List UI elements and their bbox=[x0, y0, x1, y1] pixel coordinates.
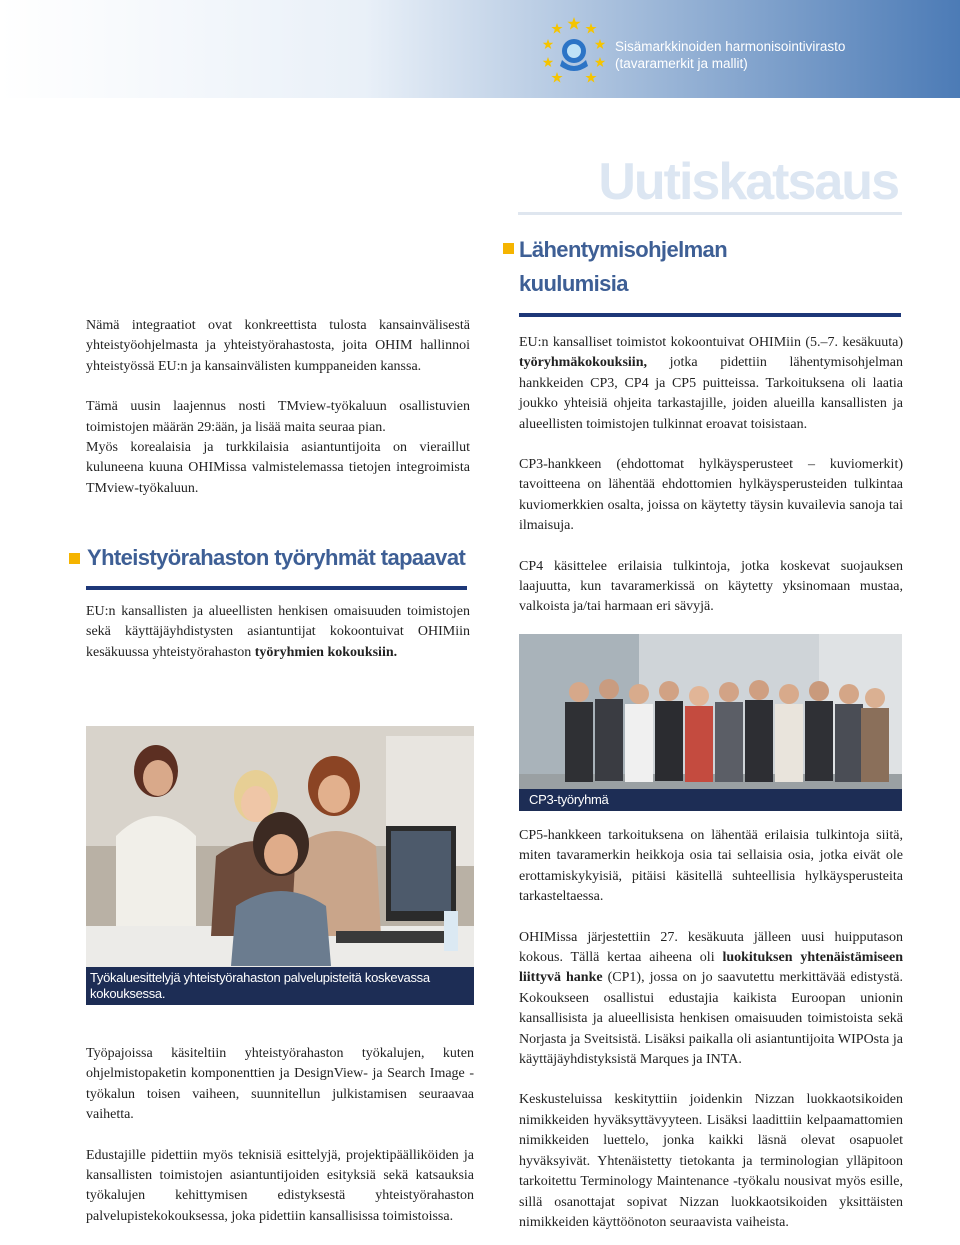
agency-name bbox=[615, 38, 845, 72]
heading-bullet-icon bbox=[503, 243, 514, 254]
photo-caption-cp3: CP3-työryhmä bbox=[519, 789, 902, 811]
right-text-bottom bbox=[519, 826, 903, 1233]
p5-rest: (CP1), jossa on jo saavutettu merkittävää edistystä. Kokoukseen osallistui edustajia kaikista Euroopan unionin kansallisista ja alueellisista henkisen omaisuuden toimistoista sekä Norjasta ja Sveitsistä. Lisäksi paikalla oli asiantuntijoita WIPOsta ja käyttäjäyhdistyksistä Marques ja INTA. bbox=[519, 970, 903, 1068]
heading-rule bbox=[86, 586, 467, 590]
heading-bullet-icon bbox=[69, 553, 80, 564]
section-heading-cooperation: Yhteistyörahaston työryhmät tapaavat bbox=[87, 545, 466, 570]
p5-text: OHIMissa järjestettiin 27. kesäkuuta jälleen uusi huipputason kokous. Tällä kertaa aiheena oli bbox=[519, 929, 903, 966]
p1-bold: työryhmäkokouksiin, bbox=[519, 355, 647, 371]
lead-text: EU:n kansallisten ja alueellisten henkisen omaisuuden toimistojen sekä käyttäjäyhdistysten asiantuntijat kokoontuivat OHIMiin kesäkuussa yhteistyörahaston bbox=[86, 604, 470, 660]
heading-line: Lähentymisohjelman bbox=[519, 237, 728, 262]
right-text-top bbox=[519, 333, 903, 618]
intro-paragraph: Tämä uusin laajennus nosti TMview-työkaluun osallistuvien toimistojen määrän 29:ään, ja lisää maita seuraa pian. bbox=[86, 399, 470, 435]
heading-line: kuulumisia bbox=[519, 271, 628, 296]
body-paragraph: CP3-hankkeen (ehdottomat hylkäysperusteet – kuviomerkit) tavoitteena on lähentää ehdottomien hylkäysperusteiden tulkintaa kuviomerkkien osalta, joissa on käytetty täysin kuvailevia sanoja tai ilmaisuja. bbox=[519, 457, 903, 534]
body-paragraph bbox=[519, 333, 903, 435]
p1-text: EU:n kansalliset toimistot kokoontuivat OHIMiin (5.–7. kesäkuuta) bbox=[519, 335, 903, 350]
body-paragraph: CP4 käsittelee erilaisia tulkintoja, jotka koskevat suojauksen laajuutta, kun tavaramerkissä on käytetty yksinomaan mustaa, valkoista ja/tai harmaan eri sävyjä. bbox=[519, 558, 903, 615]
heading-rule bbox=[519, 313, 901, 317]
body-paragraph: Keskusteluissa keskityttiin joidenkin Nizzan luokkaotsikoiden nimikkeiden hyväksyttävyyteen. Lisäksi laadittiin kelpaamattomien nimikkeiden luettelo, jonka kaikki läsnä olevat osapuolet hyväksyivät. Yhtenäistetty tietokanta ja terminologian ylläpitoon tarkoitettu Terminology Maintenance -työkalu nousivat myös esille, sillä osanottajat sopivat Nizzan luokkaotsikoiden yksittäisten nimikkeiden käyttöönoton seuraavista vaiheista. bbox=[519, 1092, 903, 1230]
body-paragraph bbox=[519, 928, 903, 1071]
photo-group-cp3 bbox=[519, 634, 902, 810]
p1-rest: jotka pidettiin lähentymisohjelman hankkeiden CP3, CP4 ja CP5 puitteissa. Tarkoituksena oli laatia joukko yhteisiä ohjeita tarkastajille, joiden alueilla kansallisten ja alueellisten toimistojen tulkinnat eroavat toisistaan. bbox=[519, 355, 903, 432]
left-intro bbox=[86, 316, 470, 499]
agency-name-line1: Sisämarkkinoiden harmonisointivirasto bbox=[615, 39, 846, 54]
left-lead bbox=[86, 602, 470, 663]
body-paragraph: Edustajille pidettiin myös teknisiä esittelyjä, projektipäälliköiden ja kansallisten toimistojen asiantuntijoiden esityksiä sekä katsauksia työkalujen kehittymisen edistyksestä yhteistyörahaston palvelupistekokouksessa, joka pidettiin kansallisissa toimistoissa. bbox=[86, 1147, 474, 1224]
ohim-star-logo-icon bbox=[538, 14, 610, 86]
body-paragraph: CP5-hankkeen tarkoituksena on lähentää erilaisia tulkintoja siitä, miten tavaramerkin heikkoja osia tai sellaisia osia, jotka eivät ole erottamiskykyisiä, pitäisi käsitellä suhteellisia hylkäysperusteita tarkasteltaessa. bbox=[519, 828, 903, 905]
masthead-rule bbox=[518, 212, 902, 215]
section-heading-convergence bbox=[519, 233, 727, 301]
intro-paragraph: Myös korealaisia ja turkkilaisia asiantuntijoita on vieraillut kuluneena kuuna OHIMissa valmistelemassa tietojen integroimista TMview-työkaluun. bbox=[86, 440, 470, 496]
body-paragraph: Työpajoissa käsiteltiin yhteistyörahaston työkalujen, kuten ohjelmistopaketin komponenttien ja DesignView- ja Search Image -työkalun toisen vaiheen, suunnitellun julkistamisen seuraavaa vaihetta. bbox=[86, 1046, 474, 1123]
p5-bold: luokituksen yhtenäistämiseen liittyvä hanke bbox=[519, 950, 904, 986]
left-body bbox=[86, 1044, 474, 1227]
intro-paragraph: Nämä integraatiot ovat konkreettista tulosta kansainvälisestä yhteistyöohjelmasta ja yhteistyörahastosta, joita OHIM hallinnoi yhteistyössä EU:n ja kansainvälisten kumppaneiden kanssa. bbox=[86, 318, 470, 374]
lead-bold: työryhmien kokouksiin. bbox=[254, 644, 398, 660]
agency-name-line2: (tavaramerkit ja mallit) bbox=[615, 56, 748, 71]
lead-paragraph bbox=[86, 602, 470, 663]
photo-workshop bbox=[86, 726, 474, 1004]
photo-caption-workshop: Työkaluesittelyjä yhteistyörahaston palvelupisteitä koskevassa kokouksessa. bbox=[86, 967, 474, 1005]
masthead-title: Uutiskatsaus bbox=[598, 153, 898, 211]
